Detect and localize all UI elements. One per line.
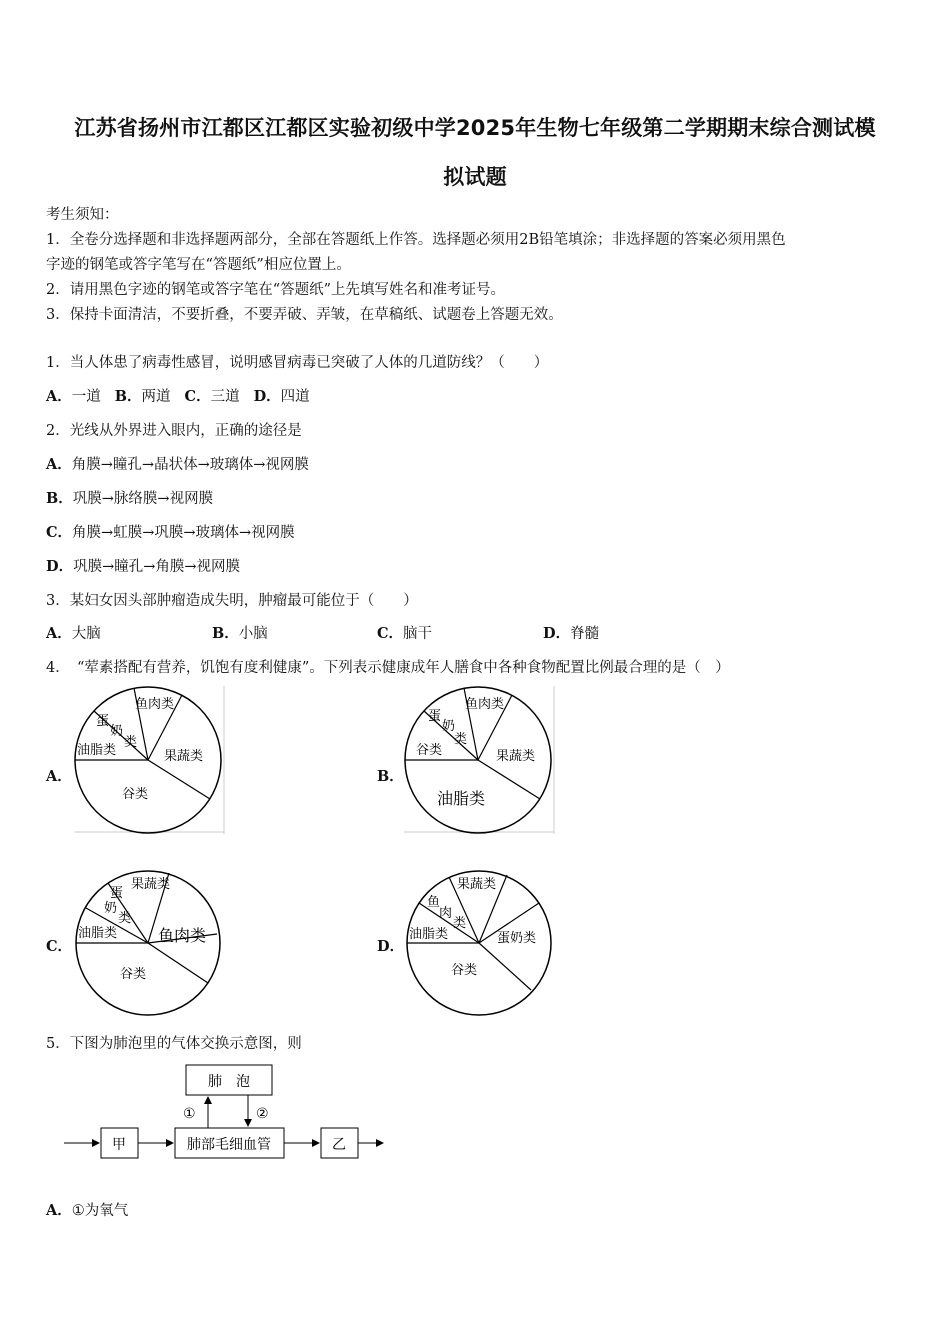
notice-item-2: 2．请用黑色字迹的钢笔或答字笔在“答题纸”上先填写姓名和准考证号。: [46, 282, 506, 298]
arrow-1-label: ①: [183, 1106, 196, 1122]
q2-option-d-label: D．: [46, 558, 74, 575]
q3-option-d-text: 脊髓: [570, 626, 600, 642]
q4-option-a-label: A．: [46, 768, 72, 785]
q5-option-a-label: A．: [46, 1202, 72, 1219]
q2-option-d-text: 巩膜→瞳孔→角膜→视网膜: [73, 559, 241, 575]
q4-option-b-label: B．: [377, 768, 404, 785]
q1-option-d: 四道: [280, 389, 310, 405]
pie-b-fish: 鱼肉类: [465, 697, 505, 712]
arrow-2-label: ②: [256, 1106, 269, 1122]
alveolus-label: 肺 泡: [208, 1074, 250, 1090]
pie-a-fish: 鱼肉类: [135, 697, 175, 712]
q5-gas-exchange-diagram: [60, 1060, 390, 1165]
q4-option-c-label: C．: [46, 938, 73, 955]
page-title-cont: 拟试题: [443, 165, 507, 189]
q3-option-a: [46, 622, 101, 643]
page-title: 江苏省扬州市江都区江都区实验初级中学2025年生物七年级第二学期期末综合测试模: [74, 116, 876, 140]
q2-option-a-text: 角膜→瞳孔→晶状体→玻璃体→视网膜: [71, 457, 309, 473]
q1-option-a-label: A．: [46, 388, 72, 405]
pie-b-fruit: 果蔬类: [496, 749, 536, 764]
q2-option-a: [46, 453, 309, 474]
q2-option-d: [46, 555, 240, 576]
q1-stem: 1．当人体患了病毒性感冒，说明感冒病毒已突破了人体的几道防线？（ ）: [46, 355, 549, 371]
pie-b-egg-2: 奶: [442, 719, 456, 734]
q1-option-d-label: D．: [253, 388, 281, 405]
pie-c-oil: 油脂类: [78, 926, 118, 941]
pie-a-egg-3: 类: [124, 735, 138, 750]
q3-option-c: [377, 622, 432, 643]
q3-option-a-label: A．: [46, 625, 72, 642]
q3-option-b: [212, 622, 268, 643]
q2-option-b: [46, 487, 213, 508]
q4-pie-c: [74, 870, 224, 1018]
q5-option-a: [46, 1199, 128, 1220]
q2-option-b-text: 巩膜→脉络膜→视网膜: [72, 491, 214, 507]
pie-c-egg-1: 蛋: [110, 886, 124, 901]
q5-stem: 5．下图为肺泡里的气体交换示意图，则: [46, 1036, 302, 1052]
q2-option-c-text: 角膜→虹膜→巩膜→玻璃体→视网膜: [72, 525, 295, 541]
pie-d-fish-2: 肉: [439, 906, 453, 921]
q1-options: [46, 385, 310, 406]
q2-option-c-label: C．: [46, 524, 73, 541]
q2-option-b-label: B．: [46, 490, 73, 507]
pie-c-grain: 谷类: [120, 967, 147, 982]
pie-b-grain: 谷类: [416, 743, 443, 758]
pie-d-fish-1: 鱼: [427, 895, 441, 910]
notice-item-3: 3．保持卡面清洁，不要折叠，不要弄破、弄皱，在草稿纸、试题卷上答题无效。: [46, 307, 563, 323]
q1-option-b-label: B．: [114, 388, 142, 405]
q4-option-d-label: D．: [377, 938, 405, 955]
q1-option-c-label: C．: [184, 388, 211, 405]
q5-option-a-text: ①为氧气: [71, 1203, 129, 1219]
q3-option-c-label: C．: [377, 625, 404, 642]
pie-d-fish-3: 类: [453, 916, 467, 931]
q3-option-b-label: B．: [212, 625, 239, 642]
pie-c-fruit: 果蔬类: [131, 877, 171, 892]
pie-d-egg: 蛋奶类: [497, 931, 537, 946]
pie-a-egg-1: 蛋: [96, 714, 110, 729]
pie-d-fruit: 果蔬类: [457, 877, 497, 892]
q1-option-a: 一道: [71, 389, 101, 405]
q4-pie-d: [405, 870, 555, 1018]
pie-b-oil: 油脂类: [437, 789, 486, 808]
q3-stem: 3．某妇女因头部肿瘤造成失明，肿瘤最可能位于（ ）: [46, 593, 418, 609]
q3-option-a-text: 大脑: [71, 626, 101, 642]
pie-a-oil: 油脂类: [77, 743, 117, 758]
pie-a-fruit: 果蔬类: [164, 749, 204, 764]
jia-label: 甲: [112, 1137, 126, 1153]
pie-c-fish: 鱼肉类: [158, 926, 207, 945]
pie-d-grain: 谷类: [451, 963, 478, 978]
pie-d-oil: 油脂类: [409, 927, 449, 942]
notice-heading: 考生须知：: [46, 207, 119, 223]
q3-option-c-text: 脑干: [403, 626, 433, 642]
notice-item-1-cont: 字迹的钢笔或答字笔写在“答题纸”相应位置上。: [46, 257, 351, 273]
q3-option-b-text: 小脑: [238, 626, 268, 642]
q4-pie-b: [404, 686, 556, 834]
q4-stem: 4． “荤素搭配有营养，饥饱有度利健康”。下列表示健康成年人膳食中各种食物配置比例最合理的是（ ）: [46, 660, 730, 676]
capillary-label: 肺部毛细血管: [187, 1137, 271, 1153]
q2-option-c: [46, 521, 295, 542]
pie-b-egg-3: 类: [454, 732, 468, 747]
pie-a-egg-2: 奶: [110, 724, 124, 739]
q3-option-d: [543, 622, 599, 643]
q3-option-d-label: D．: [543, 625, 571, 642]
q4-pie-a: [74, 686, 226, 834]
pie-b-egg-1: 蛋: [428, 709, 442, 724]
q1-option-b: 两道: [141, 389, 171, 405]
q1-option-c: 三道: [210, 389, 240, 405]
pie-c-egg-2: 奶: [104, 901, 118, 916]
pie-a-grain: 谷类: [122, 787, 149, 802]
q2-stem: 2．光线从外界进入眼内，正确的途径是: [46, 423, 302, 439]
notice-item-1: 1．全卷分选择题和非选择题两部分，全部在答题纸上作答。选择题必须用2B铅笔填涂；非选择题的答案必须用黑色: [46, 232, 786, 248]
q2-option-a-label: A．: [46, 456, 72, 473]
pie-c-egg-3: 类: [118, 911, 132, 926]
yi-label: 乙: [332, 1137, 346, 1153]
